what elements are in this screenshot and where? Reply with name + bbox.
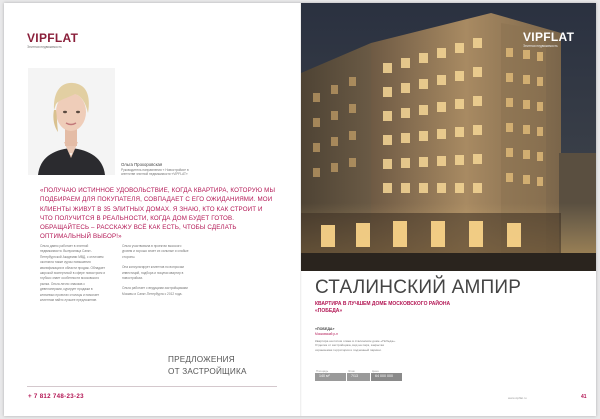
brand-tagline: Элитная недвижимость xyxy=(27,45,62,49)
project-name: «ПОБЕДА» xyxy=(315,327,335,331)
page-number: 41 xyxy=(581,394,587,400)
stat-label: Площадь xyxy=(316,369,329,373)
body-column-2 xyxy=(122,244,192,302)
pull-quote: «ПОЛУЧАЮ ИСТИННОЕ УДОВОЛЬСТВИЕ, КОГДА КВАРТИРА, КОТОРУЮ МЫ ПОДБИРАЕМ ДЛЯ ПОКУПАТЕЛЯ, СОВПАДАЕТ С ЕГО ОЖИДАНИЯМИ. МОИ КЛИЕНТЫ ЖИВУТ В 35 ЭЛИТНЫХ ДОМАХ. Я ЗНАЮ, КТО КАК СТРОИТ И ЧТО ПОЛУЧИТСЯ В РЕАЛЬНОСТИ, КОГДА ДОМ БУДЕТ ГОТОВ. ОБРАЩАЙТЕСЬ – РАССКАЖУ ВСЁ КАК ЕСТЬ, ЧТОБЫ СДЕЛАТЬ ОПТИМАЛЬНЫЙ ВЫБОР!» xyxy=(40,187,276,241)
brand-logo xyxy=(27,32,78,49)
body-paragraph: Ольга работает с ведущими застройщиками Москвы и Санкт-Петербурга с 2012 года. xyxy=(122,286,188,296)
portrait-caption xyxy=(121,162,191,176)
property-stats xyxy=(315,369,402,385)
spread-gutter xyxy=(300,3,302,416)
project-description: Квартира на пятом этаже в сталинском доме «Победа». Отделка от застройщика, вид на парк, закрытая охраняемая территория и подземный паркинг. xyxy=(315,339,396,352)
right-page xyxy=(301,3,596,416)
stat-area xyxy=(315,369,346,381)
stat-floor xyxy=(347,369,370,381)
project-location: Московский р-н xyxy=(315,332,338,336)
footer-website[interactable]: www.vipflat.ru xyxy=(508,396,527,400)
brand-logo-mark: VIPFLAT xyxy=(523,30,575,44)
body-paragraph: Она консультирует клиентов по вопросам инвестиций, подбора и покупки квартир в новостройках. xyxy=(122,265,184,281)
stat-price xyxy=(371,369,402,385)
offers-heading-line-1: ПРЕДЛОЖЕНИЯ xyxy=(168,355,235,364)
person-role: Руководитель направления « Новостройки» в агентстве элитной недвижимости «VIPFLAT» xyxy=(121,168,189,177)
left-page xyxy=(4,3,301,416)
footer-divider xyxy=(27,386,277,387)
body-paragraph: Ольга участвовала в проектах высокого уровня и хорошо знает их сильные и слабые стороны. xyxy=(122,244,189,259)
body-column-1 xyxy=(40,244,108,308)
stat-value: 7/13 xyxy=(347,373,370,381)
phone-number[interactable]: + 7 812 748-23-23 xyxy=(28,393,84,400)
stat-value: 140 м² xyxy=(315,373,346,381)
property-title: СТАЛИНСКИЙ АМПИР xyxy=(315,277,522,298)
stat-label: Этаж xyxy=(348,369,355,373)
magazine-spread xyxy=(4,3,596,416)
brand-logo-overlay xyxy=(523,31,574,48)
brand-tagline: Элитная недвижимость xyxy=(523,44,558,48)
body-paragraph: Ольга давно работает в элитной недвижимости. Выпускница Санкт-Петербургской Академии МВД, с отличием окончила также курсы повышения квалификации в области продаж. Обладает широкой экспертизой в сфере новостроек и глубоко знает особенности московского рынка. Ольга лично знакома с девелоперами, курирует продажи в ключевых проектах столицы и помогает клиентам найти лучшее предложение. xyxy=(40,244,106,303)
offers-heading xyxy=(168,354,247,377)
stat-label: Цена xyxy=(372,369,379,373)
person-name: Ольга Прохоровская xyxy=(121,162,163,167)
stat-value: 64 000 000 руб. xyxy=(371,373,402,381)
brand-logo-mark: VIPFLAT xyxy=(27,31,79,45)
offers-heading-line-2: ОТ ЗАСТРОЙЩИКА xyxy=(168,366,247,376)
portrait-photo xyxy=(28,68,115,175)
property-subtitle: КВАРТИРА В ЛУЧШЕМ ДОМЕ МОСКОВСКОГО РАЙОНА «ПОБЕДА» xyxy=(315,301,451,314)
